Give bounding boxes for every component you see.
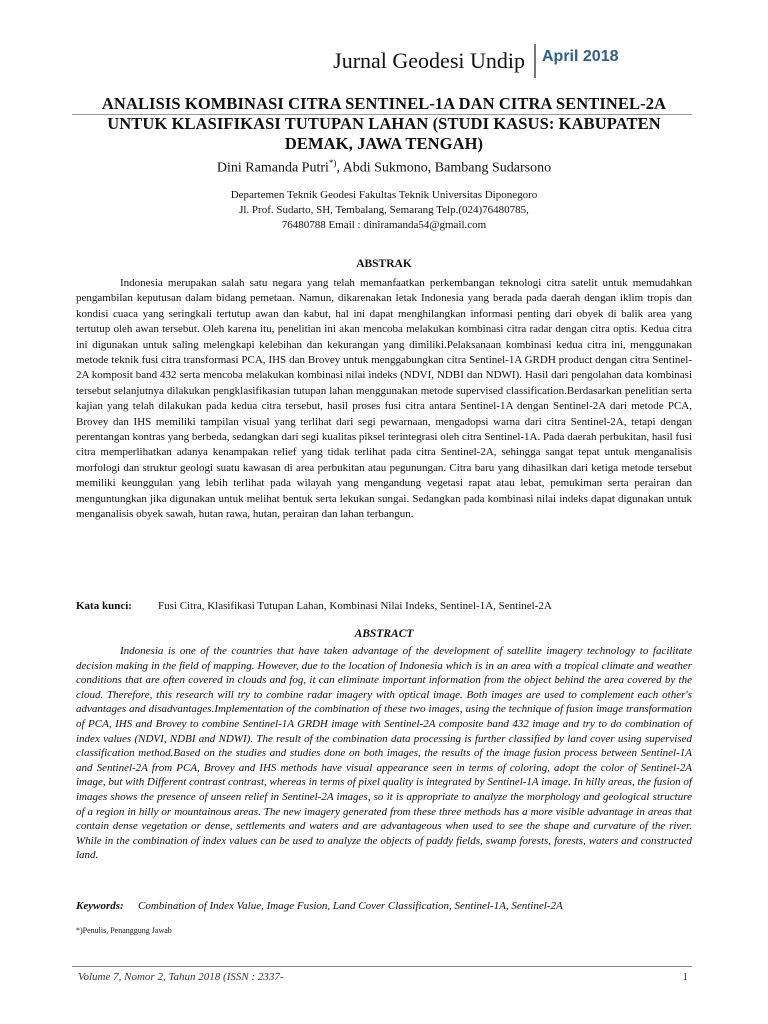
affiliation [76, 188, 692, 233]
page-header [0, 40, 768, 80]
kata-kunci-value: Fusi Citra, Klasifikasi Tutupan Lahan, Kombinasi Nilai Indeks, Sentinel-1A, Sentinel-2A [158, 600, 552, 612]
keywords-label: Keywords: [76, 900, 124, 912]
abstract-heading: ABSTRACT [354, 628, 414, 640]
keywords [76, 900, 692, 912]
authors [76, 158, 692, 177]
kata-kunci [76, 600, 692, 612]
keywords-value: Combination of Index Value, Image Fusion, Land Cover Classification, Sentinel-1A, Sentinel-2A [138, 900, 563, 912]
abstrak-heading: ABSTRAK [356, 258, 412, 270]
journal-name: Jurnal Geodesi Undip [333, 48, 525, 73]
kata-kunci-label: Kata kunci: [76, 600, 132, 612]
abstract-text: Indonesia is one of the countries that have taken advantage of the development of satellite imagery technology to facilitate decision making in the field of mapping. However, due to the location of Indonesia which is in an area with a tropical climate and weather conditions that are often covered in clouds and fog, it can eliminate important information from the object behind the area covered by the cloud. Therefore, this research will try to combine radar imagery with optical image. Both images are used to complement each other's advantages and disadvantages.Implementation of the combination of these two images, using the technique of fusion image transformation of PCA, IHS and Brovey to combine Sentinel-1A GRDH image with Sentinel-2A composite band 432 image and try to do combination of index values (NDVI, NDBI and NDWI). The result of the combination data processing is further classified by land cover using supervised classification method.Based on the studies and studies done on both images, the results of the image fusion process between Sentinel-1A and Sentinel-2A from PCA, Brovey and IHS methods have visual appearance seen in terms of coloring, adopt the color of Sentinel-2A image, but with Different contrast contrast, whereas in terms of pixel quality is integrated by Sentinel-1A image. In hilly areas, the fusion of images shows the presence of unseen relief in Sentinel-2A images, so it is appropriate to analyze the morphology and geological structure of a region in hilly or mountainous areas. The new imagery generated from these three methods has a more visible advantage in areas that contain dense vegetation or dense, settlements and waters and are advantageous when used to see the shape and curvature of the river. While in the combination of index values can be used to analyze the objects of paddy fields, swamp forests, forests, waters and constructed land. [76, 645, 692, 862]
header-divider [534, 44, 536, 78]
affiliation-line: Departemen Teknik Geodesi Fakultas Teknik Universitas Diponegoro [230, 189, 538, 201]
author-mark: *) [328, 158, 337, 168]
volume-info: Volume 7, Nomor 2, Tahun 2018 (ISSN : 2337- [78, 971, 284, 983]
page-number: 1 [682, 971, 688, 983]
abstrak-text: Indonesia merupakan salah satu negara yang telah memanfaatkan perkembangan teknologi citra satelit untuk memudahkan pengambilan keputusan dalam bidang pemetaan. Namun, dikarenakan letak Indonesia yang berada pada daerah dengan iklim tropis dan kondisi cuaca yang seringkali tertutup awan dan kabut, hal ini dapat menghilangkan informasi penting dari obyek di balik area yang tertutup oleh awan tersebut. Oleh karena itu, penelitian ini akan mencoba melakukan kombinasi citra radar dengan citra optis. Kedua citra ini digunakan untuk saling melengkapi kelebihan dan kekurangan yang dimiliki.Pelaksanaan kombinasi kedua citra ini, menggunakan metode teknik fusi citra transformasi PCA, IHS dan Brovey untuk menggabungkan citra Sentinel-1A GRDH product dengan citra Sentinel-2A komposit band 432 serta mencoba melakukan kombinasi nilai indeks (NDVI, NDBI dan NDWI). Hasil dari pengolahan data kombinasi tersebut selanjutnya dilakukan pengklasifikasian tutupan lahan menggunakan metode supervised classification.Berdasarkan penelitian serta kajian yang telah dilakukan pada kedua citra tersebut, hasil proses fusi citra antara Sentinel-1A dengan Sentinel-2A dari metode PCA, Brovey dan IHS memiliki tampilan visual yang terlihat dari segi pewarnaan, mengadopsi warna dari citra Sentinel-2A, tetapi dengan perentangan kontras yang berbeda, sedangkan dari segi kualitas piksel terintegrasi oleh citra Sentinel-1A. Pada daerah perbukitan, hasil fusi citra memperlihatkan adanya kenampakan relief yang tidak terlihat pada citra Sentinel-2A, sehingga sangat tepat untuk menganalisis morfologi dan struktur geologi suatu kawasan di area perbukitan atau pegunungan. Citra baru yang dihasilkan dari ketiga metode tersebut memiliki keunggulan yang lebih terlihat pada wilayah yang mengandung vegetasi rapat atau lebat, pemukiman serta perairan dan menguntungkan jika digunakan untuk melihat bentuk serta lekukan sungai. Sedangkan pada kombinasi nilai indeks dapat digunakan untuk menganalisis obyek sawah, hutan rawa, hutan, perairan dan lahan terbangun. [76, 277, 692, 521]
footnote: *)Penulis, Penanggung Jawab [76, 926, 172, 935]
page-footer [72, 966, 692, 983]
affiliation-line: Jl. Prof. Sudarto, SH, Tembalang, Semarang Telp.(024)76480785, [239, 204, 529, 216]
paper-title: ANALISIS KOMBINASI CITRA SENTINEL-1A DAN CITRA SENTINEL-2A UNTUK KLASIFIKASI TUTUPAN LAHAN (STUDI KASUS: KABUPATEN DEMAK, JAWA TENGAH) [101, 94, 667, 153]
first-author: Dini Ramanda Putri [216, 160, 329, 176]
issue-date: April 2018 [542, 48, 619, 65]
affiliation-line: 76480788 Email : diniramanda54@gmail.com [281, 219, 487, 231]
other-authors: , Abdi Sukmono, Bambang Sudarsono [336, 160, 552, 176]
